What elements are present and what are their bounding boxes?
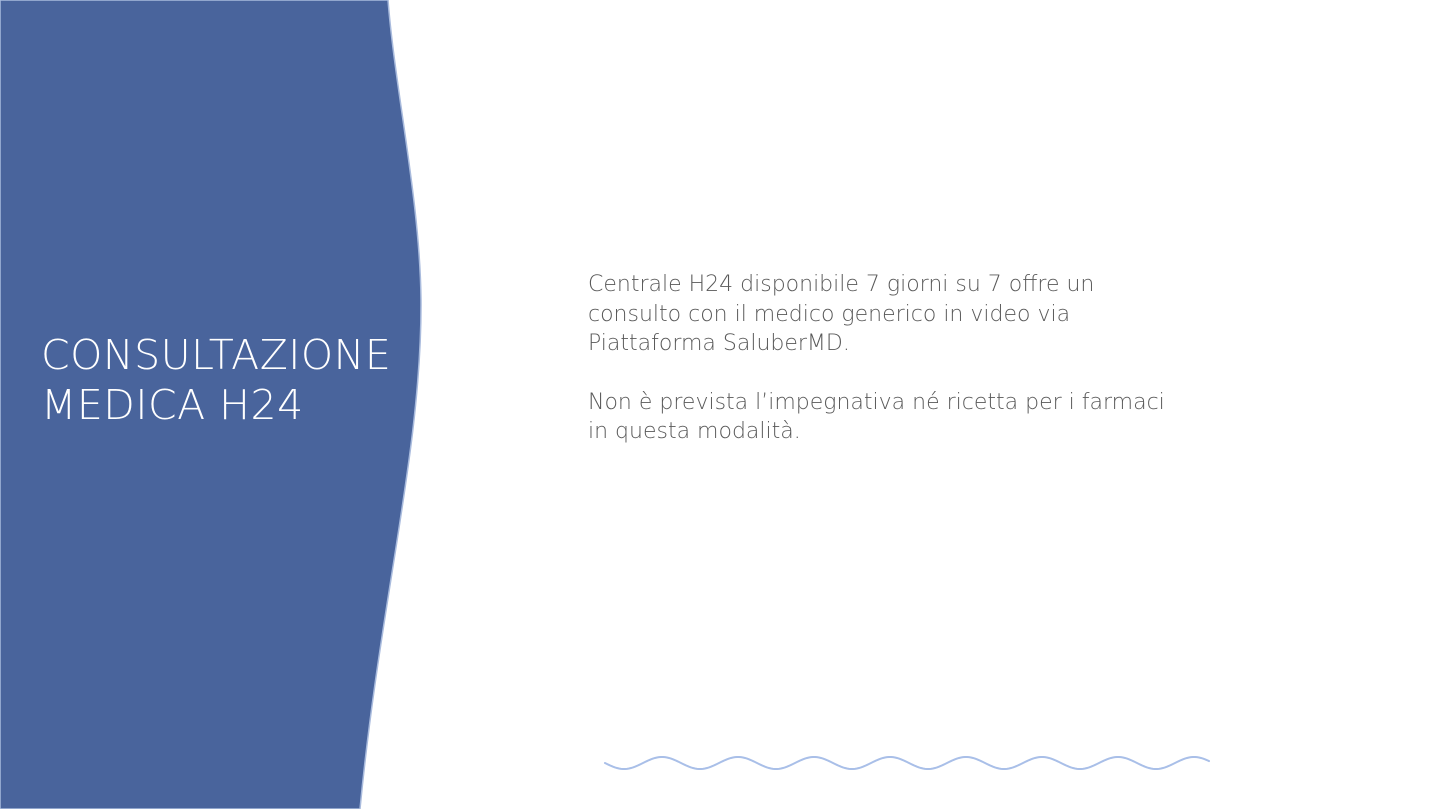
title-line-2: MEDICA H24 xyxy=(41,381,304,429)
body-text xyxy=(588,270,1178,447)
title-line-1: CONSULTAZIONE xyxy=(41,331,392,379)
wavy-line-icon xyxy=(600,752,1215,776)
body-paragraph-1: Centrale H24 disponibile 7 giorni su 7 offre un consulto con il medico generico in video via Piattaforma SaluberMD. xyxy=(588,272,1095,356)
body-paragraph-2: Non è prevista l’impegnativa né ricetta per i farmaci in questa modalità. xyxy=(588,389,1165,444)
slide-title xyxy=(41,330,391,430)
